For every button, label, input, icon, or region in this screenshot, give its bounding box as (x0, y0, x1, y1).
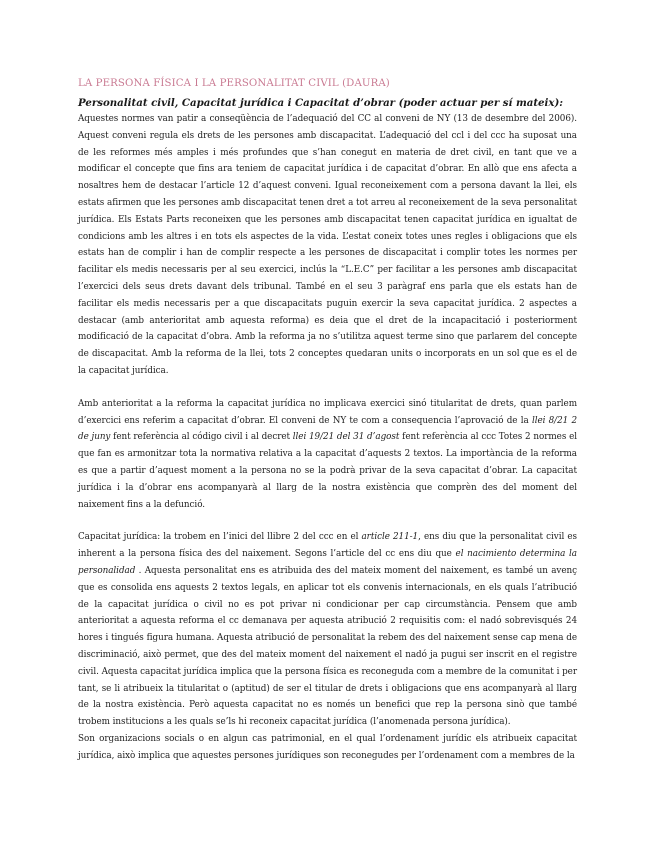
paragraph-2-text-a: Amb anterioritat a la reforma la capacitat jurídica no implicava exercici sinó titularitat de drets, quan parlem d’exercici ens referim a capacitat d’obrar. El conveni de NY te com a consequencia l’aprovació de la (78, 398, 577, 426)
law-reference-19-21: llei 19/21 del 31 d’agost (292, 432, 400, 443)
paragraph-3-text-c: , ens diu que la personalitat civil es inherent a la persona física des del naixement. Segons l’article del cc ens diu que (78, 532, 577, 560)
paragraph-4: Son organizacions socials o en algun cas patrimonial, en el qual l’ordenament jurídic els atribueix capacitat jurídica, això implica que aquestes persones jurídiques son reconegudes per l’ordenament com a membres de la (78, 733, 577, 761)
article-reference: article 211-1 (361, 532, 419, 543)
section-subheading: Personalitat civil, Capacitat jurídica i Capacitat d’obrar (poder actuar per sí mateix): (78, 97, 564, 109)
document-body (78, 76, 577, 764)
paragraph-2 (78, 396, 577, 514)
paragraph-1: Aquestes normes van patir a conseqüència de l’adequació del CC al conveni de NY (13 de desembre del 2006). Aquest conveni regula els drets de les persones amb discapacitat. L’adequació del ccl i del ccc ha suposat una de les reformes més amples i més profundes que s’han conegut en materia de dret civil, en tant que ve a modificar el concepte que fins ara teniem de capacitat jurídica i de capacitat d’obrar. En allò que ens afecta a nosaltres hem de destacar l’article 12 d’aquest conveni. Igual reconeixement com a persona davant la llei, els estats afirmen que les persones amb discapacitat tenen dret a tot arreu al reconeixement de la seva personalitat jurídica. Els Estats Parts reconeixen que les persones amb discapacitat tenen capacitat jurídica en igualtat de condicions amb les altres i en tots els aspectes de la vida. L’estat coneix totes unes regles i obligacions que els estats han de complir i han de complir respecte a les persones de discapacitat i complir totes les normes per facilitar els medis necessaris per al seu exercici, inclús la “L.E.C” per facilitar a les persones amb discapacitat l’exercici dels seus drets davant dels tribunal. També en el seu 3 paràgraf ens parla que els estats han de facilitar els medis necessaris per a que discapacitats puguin exercir la seva capacitat jurídica. 2 aspectes a destacar (amb anterioritat amb aquesta reforma) es deia que el dret de la incapacitació i posteriorment modificació de la capacitat d’obra. Amb la reforma ja no s’utilitza aquest terme sino que parlarem del concepte de discapacitat. Amb la reforma de la llei, tots 2 conceptes quedaran units o incorporats en un sol que es el de la capacitat jurídica. (78, 114, 577, 376)
paragraph-2-text-c: fent referència al código civil i al decret (110, 432, 293, 443)
section-heading: LA PERSONA FÍSICA I LA PERSONALITAT CIVIL (DAURA) (78, 78, 390, 89)
paragraph-2-text-e: fent referència al ccc Totes 2 normes el que fan es armonitzar tota la normativa relativa a la capacitat d’aquests 2 textos. La importància de la reforma es que a partir d’aquest moment a la persona no se la podrà privar de la seva capacitat d’obrar. La capacitat jurídica i la d’obrar ens acompanyarà al llarg de la nostra existència que comprèn des del moment del naixement fins a la defunció. (78, 432, 577, 510)
law-reference-8-21: llei 8/21 2 de juny (78, 415, 577, 443)
paragraph-3-text-a: Capacitat jurídica: la trobem en l’inici del llibre 2 del ccc en el (78, 532, 362, 543)
quoted-phrase: el nacimiento determina la personalidad (78, 549, 577, 576)
paragraph-3 (78, 529, 577, 731)
paragraph-3-text-e: . Aquesta personalitat ens es atribuida des del mateix moment del naixement, es també un avenç que es consolida ens aquests 2 textos legals, en aplicar tot els convenis internacionals, en els quals l’atribució de la capacitat jurídica o civil no es pot privar ni condicionar per cap circumstància. Pensem que amb anterioritat a aquesta reforma el cc demanava per aquesta atribució 2 requisitis com: el nadó sobrevisqués 24 hores i tingués figura humana. Aquesta atribució de personalitat la rebem des del naixement sense cap mena de discriminació, això permet, que des del mateix moment del naixement el nadó ja pugui ser inscrit en el registre civil. Aquesta capacitat jurídica implica que la persona física es reconeguda com a membre de la comunitat i per tant, se li atribueix la titularitat o (aptitud) de ser el titular de drets i obligacions que ens acompanyarà al llarg de la nostra existència. Però aquesta capacitat no es només un benefici que rep la persona sinò que també trobem institucions a les quals se’ls hi reconeix capacitat jurídica (l’anomenada persona jurídica). (78, 565, 577, 728)
